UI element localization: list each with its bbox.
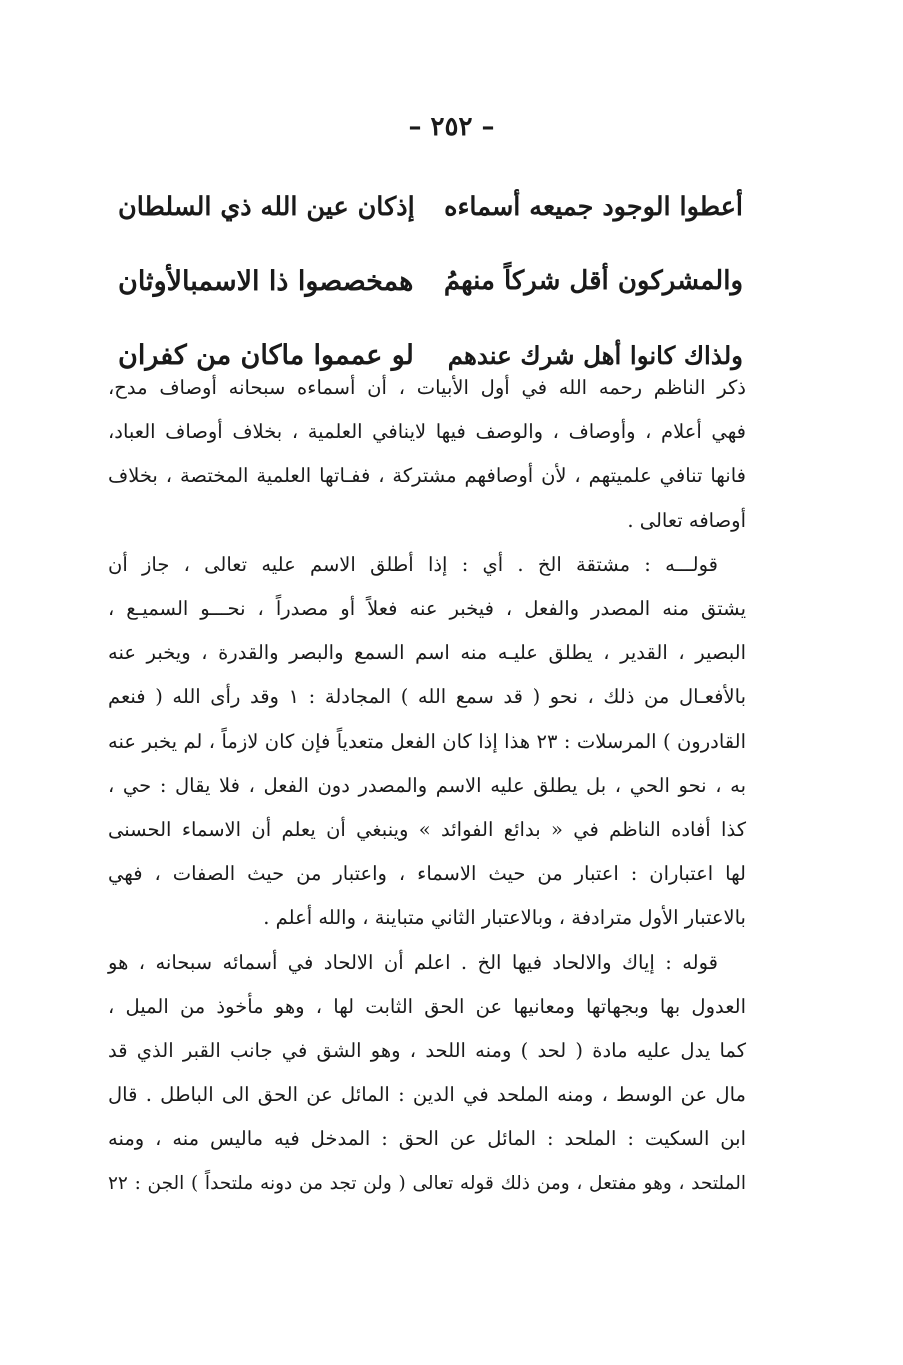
commentary-text — [108, 366, 746, 1206]
paragraph-line: أوصافه تعالى . — [627, 508, 746, 532]
paragraph-1 — [108, 366, 746, 543]
paragraph-line: بالاعتبار الأول مترادفة ، وبالاعتبار الثاني متباينة ، والله أعلم . — [263, 906, 746, 930]
paragraph-line: ذكر الناظم رحمه الله في أول الأبيات ، أن أسماءه سبحانه أوصاف مدح، — [108, 376, 746, 399]
verse-3-second-hemistich: لو عمموا ماكان من كفران — [118, 339, 414, 371]
paragraph-line: كذا أفاده الناظم في « بدائع الفوائد » وينبغي أن يعلم أن الاسماء الحسنى — [108, 818, 746, 842]
verse-3-first-hemistich: ولذاك كانوا أهل شرك عندهم — [447, 340, 743, 370]
paragraph-line: به ، نحو الحي ، بل يطلق عليه الاسم والمصدر دون الفعل ، فلا يقال : حي ، — [108, 773, 746, 797]
paragraph-line: فهي أعلام ، وأوصاف ، والوصف فيها لاينافي العلمية ، بخلاف أوصاف العباد، — [108, 420, 746, 444]
verse-2-first-hemistich: والمشركون أقل شركاً منهمُ — [443, 266, 743, 296]
paragraph-line: كما يدل عليه مادة ( لحد ) ومنه اللحد ، وهو الشق في جانب القبر الذي قد — [108, 1039, 746, 1063]
verse-1 — [118, 170, 743, 244]
paragraph-line: قوله : إياك والالحاد فيها الخ . اعلم أن الالحاد في أسمائه سبحانه ، هو — [108, 950, 718, 974]
paragraph-line: العدول بها وبجهاتها ومعانيها عن الحق الثابت لها ، وهو مأخوذ من الميل ، — [108, 994, 746, 1018]
paragraph-line: القادرون ) المرسلات : ٢٣ هذا إذا كان الفعل متعدياً فإن كان لازماً ، لم يخبر عنه — [108, 729, 746, 753]
verse-1-first-hemistich: أعطوا الوجود جميعه أسماءه — [444, 192, 743, 222]
paragraph-line: فانها تنافي علميتهم ، لأن أوصافهم مشتركة ، ففـاتها العلمية المختصة ، بخلاف — [108, 464, 746, 488]
verse-2 — [118, 244, 743, 318]
paragraph-line: ابن السكيت : الملحد : المائل عن الحق : المدخل فيه ماليس منه ، ومنه — [108, 1127, 746, 1151]
verse-1-second-hemistich: إذكان عين الله ذي السلطان — [118, 192, 415, 222]
paragraph-line: لها اعتباران : اعتبار من حيث الاسماء ، واعتبار من حيث الصفات ، فهي — [108, 862, 746, 886]
paragraph-line: يشتق منه المصدر والفعل ، فيخبر عنه فعلاً أو مصدراً ، نحـــو السميـع ، — [108, 597, 746, 621]
paragraph-line: بالأفعـال من ذلك ، نحو ( قد سمع الله ) المجادلة : ١ وقد رأى الله ( فنعم — [108, 685, 746, 709]
poem-verses — [118, 170, 743, 392]
paragraph-3 — [108, 941, 746, 1206]
page-number: – ٢٥٢ – — [408, 112, 495, 142]
paragraph-2 — [108, 543, 746, 941]
paragraph-line: البصير ، القدير ، يطلق عليـه منه اسم السمع والبصر والقدرة ، ويخبر عنه — [108, 641, 746, 665]
paragraph-line: الملتحد ، وهو مفتعل ، ومن ذلك قوله تعالى ( ولن تجد من دونه ملتحداً ) الجن : ٢٢ — [108, 1172, 746, 1194]
verse-2-second-hemistich: همخصصوا ذا الاسمبالأوثان — [118, 265, 414, 297]
paragraph-line: مال عن الوسط ، ومنه الملحد في الدين : المائل عن الحق الى الباطل . قال — [108, 1083, 746, 1107]
paragraph-line: قولـــه : مشتقة الخ . أي : إذا أطلق الاسم عليه تعالى ، جاز أن — [108, 552, 718, 576]
